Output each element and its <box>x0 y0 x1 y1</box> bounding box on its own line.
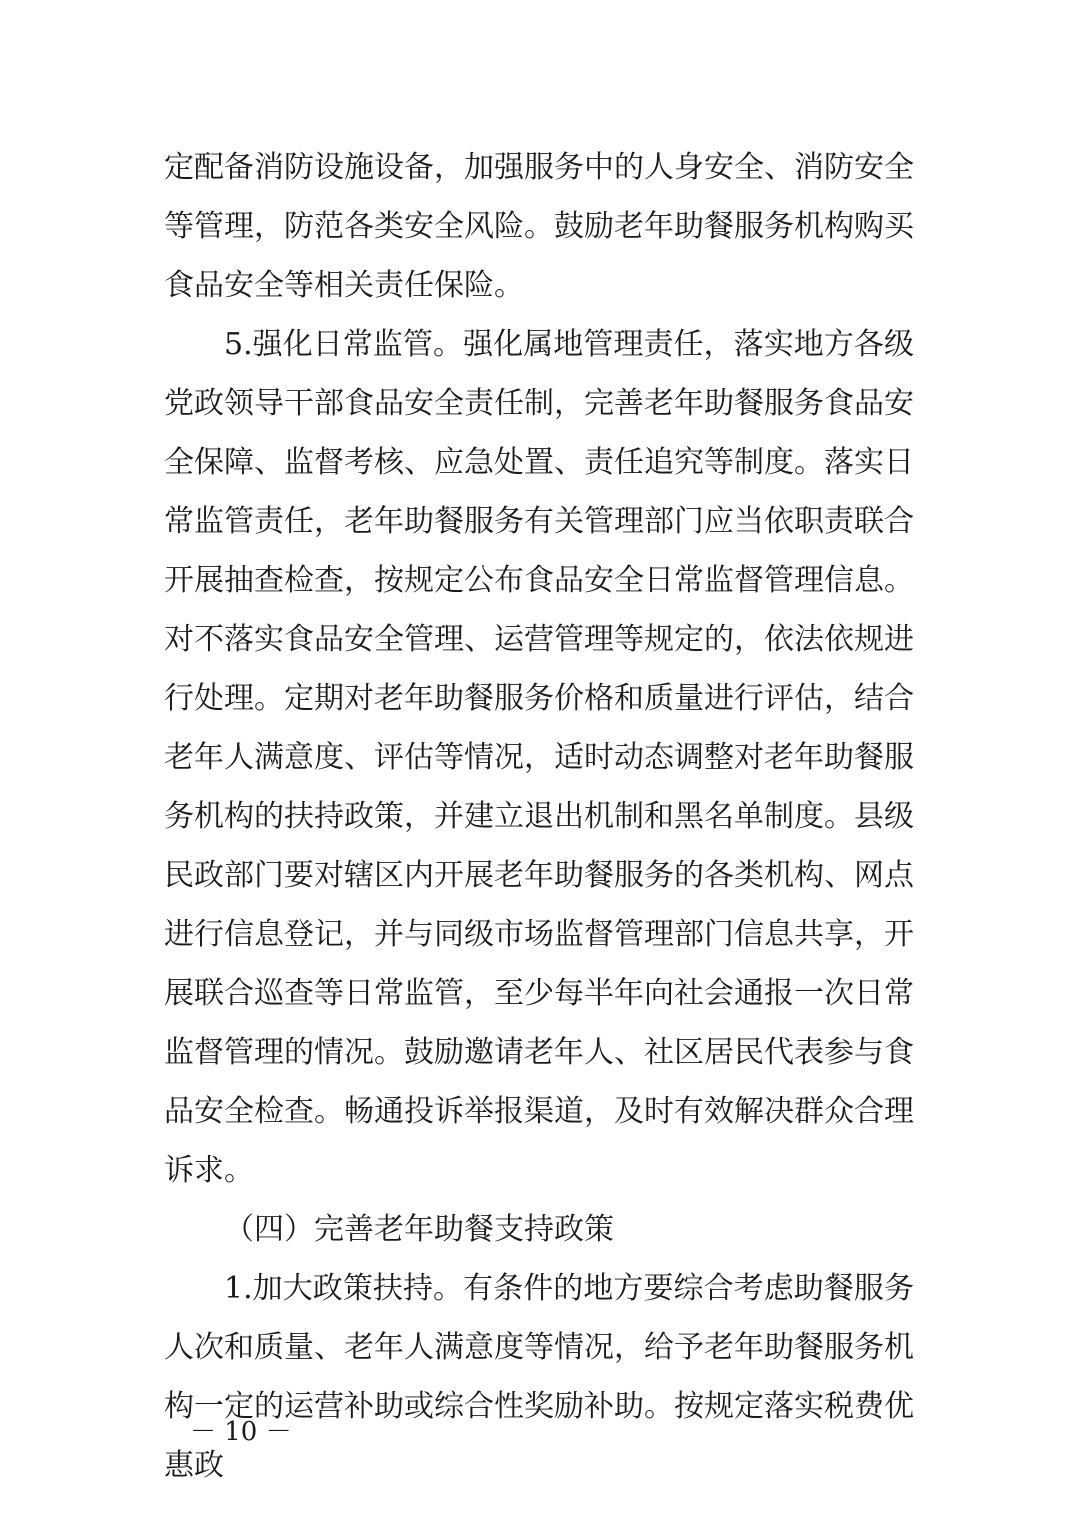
document-body <box>164 138 914 1495</box>
paragraph-policy-support: 1.加大政策扶持。有条件的地方要综合考虑助餐服务人次和质量、老年人满意度等情况，给予老年助餐服务机构一定的运营补助或综合性奖励补助。按规定落实税费优惠政 <box>164 1271 914 1483</box>
paragraph-safety-insurance: 定配备消防设施设备，加强服务中的人身安全、消防安全等管理，防范各类安全风险。鼓励老年助餐服务机构购买食品安全等相关责任保险。 <box>164 150 914 303</box>
paragraph-daily-supervision: 5.强化日常监管。强化属地管理责任，落实地方各级党政领导干部食品安全责任制，完善老年助餐服务食品安全保障、监督考核、应急处置、责任追究等制度。落实日常监管责任，老年助餐服务有关管理部门应当依职责联合开展抽查检查，按规定公布食品安全日常监督管理信息。对不落实食品安全管理、运营管理等规定的，依法依规进行处理。定期对老年助餐服务价格和质量进行评估，结合老年人满意度、评估等情况，适时动态调整对老年助餐服务机构的扶持政策，并建立退出机制和黑名单制度。县级民政部门要对辖区内开展老年助餐服务的各类机构、网点进行信息登记，并与同级市场监督管理部门信息共享，开展联合巡查等日常监管，至少每半年向社会通报一次日常监督管理的情况。鼓励邀请老年人、社区居民代表参与食品安全检查。畅通投诉举报渠道，及时有效解决群众合理诉求。 <box>164 327 914 1188</box>
page-number: － 10 － <box>190 1417 292 1447</box>
section-heading-support-policy: （四）完善老年助餐支持政策 <box>224 1212 614 1247</box>
